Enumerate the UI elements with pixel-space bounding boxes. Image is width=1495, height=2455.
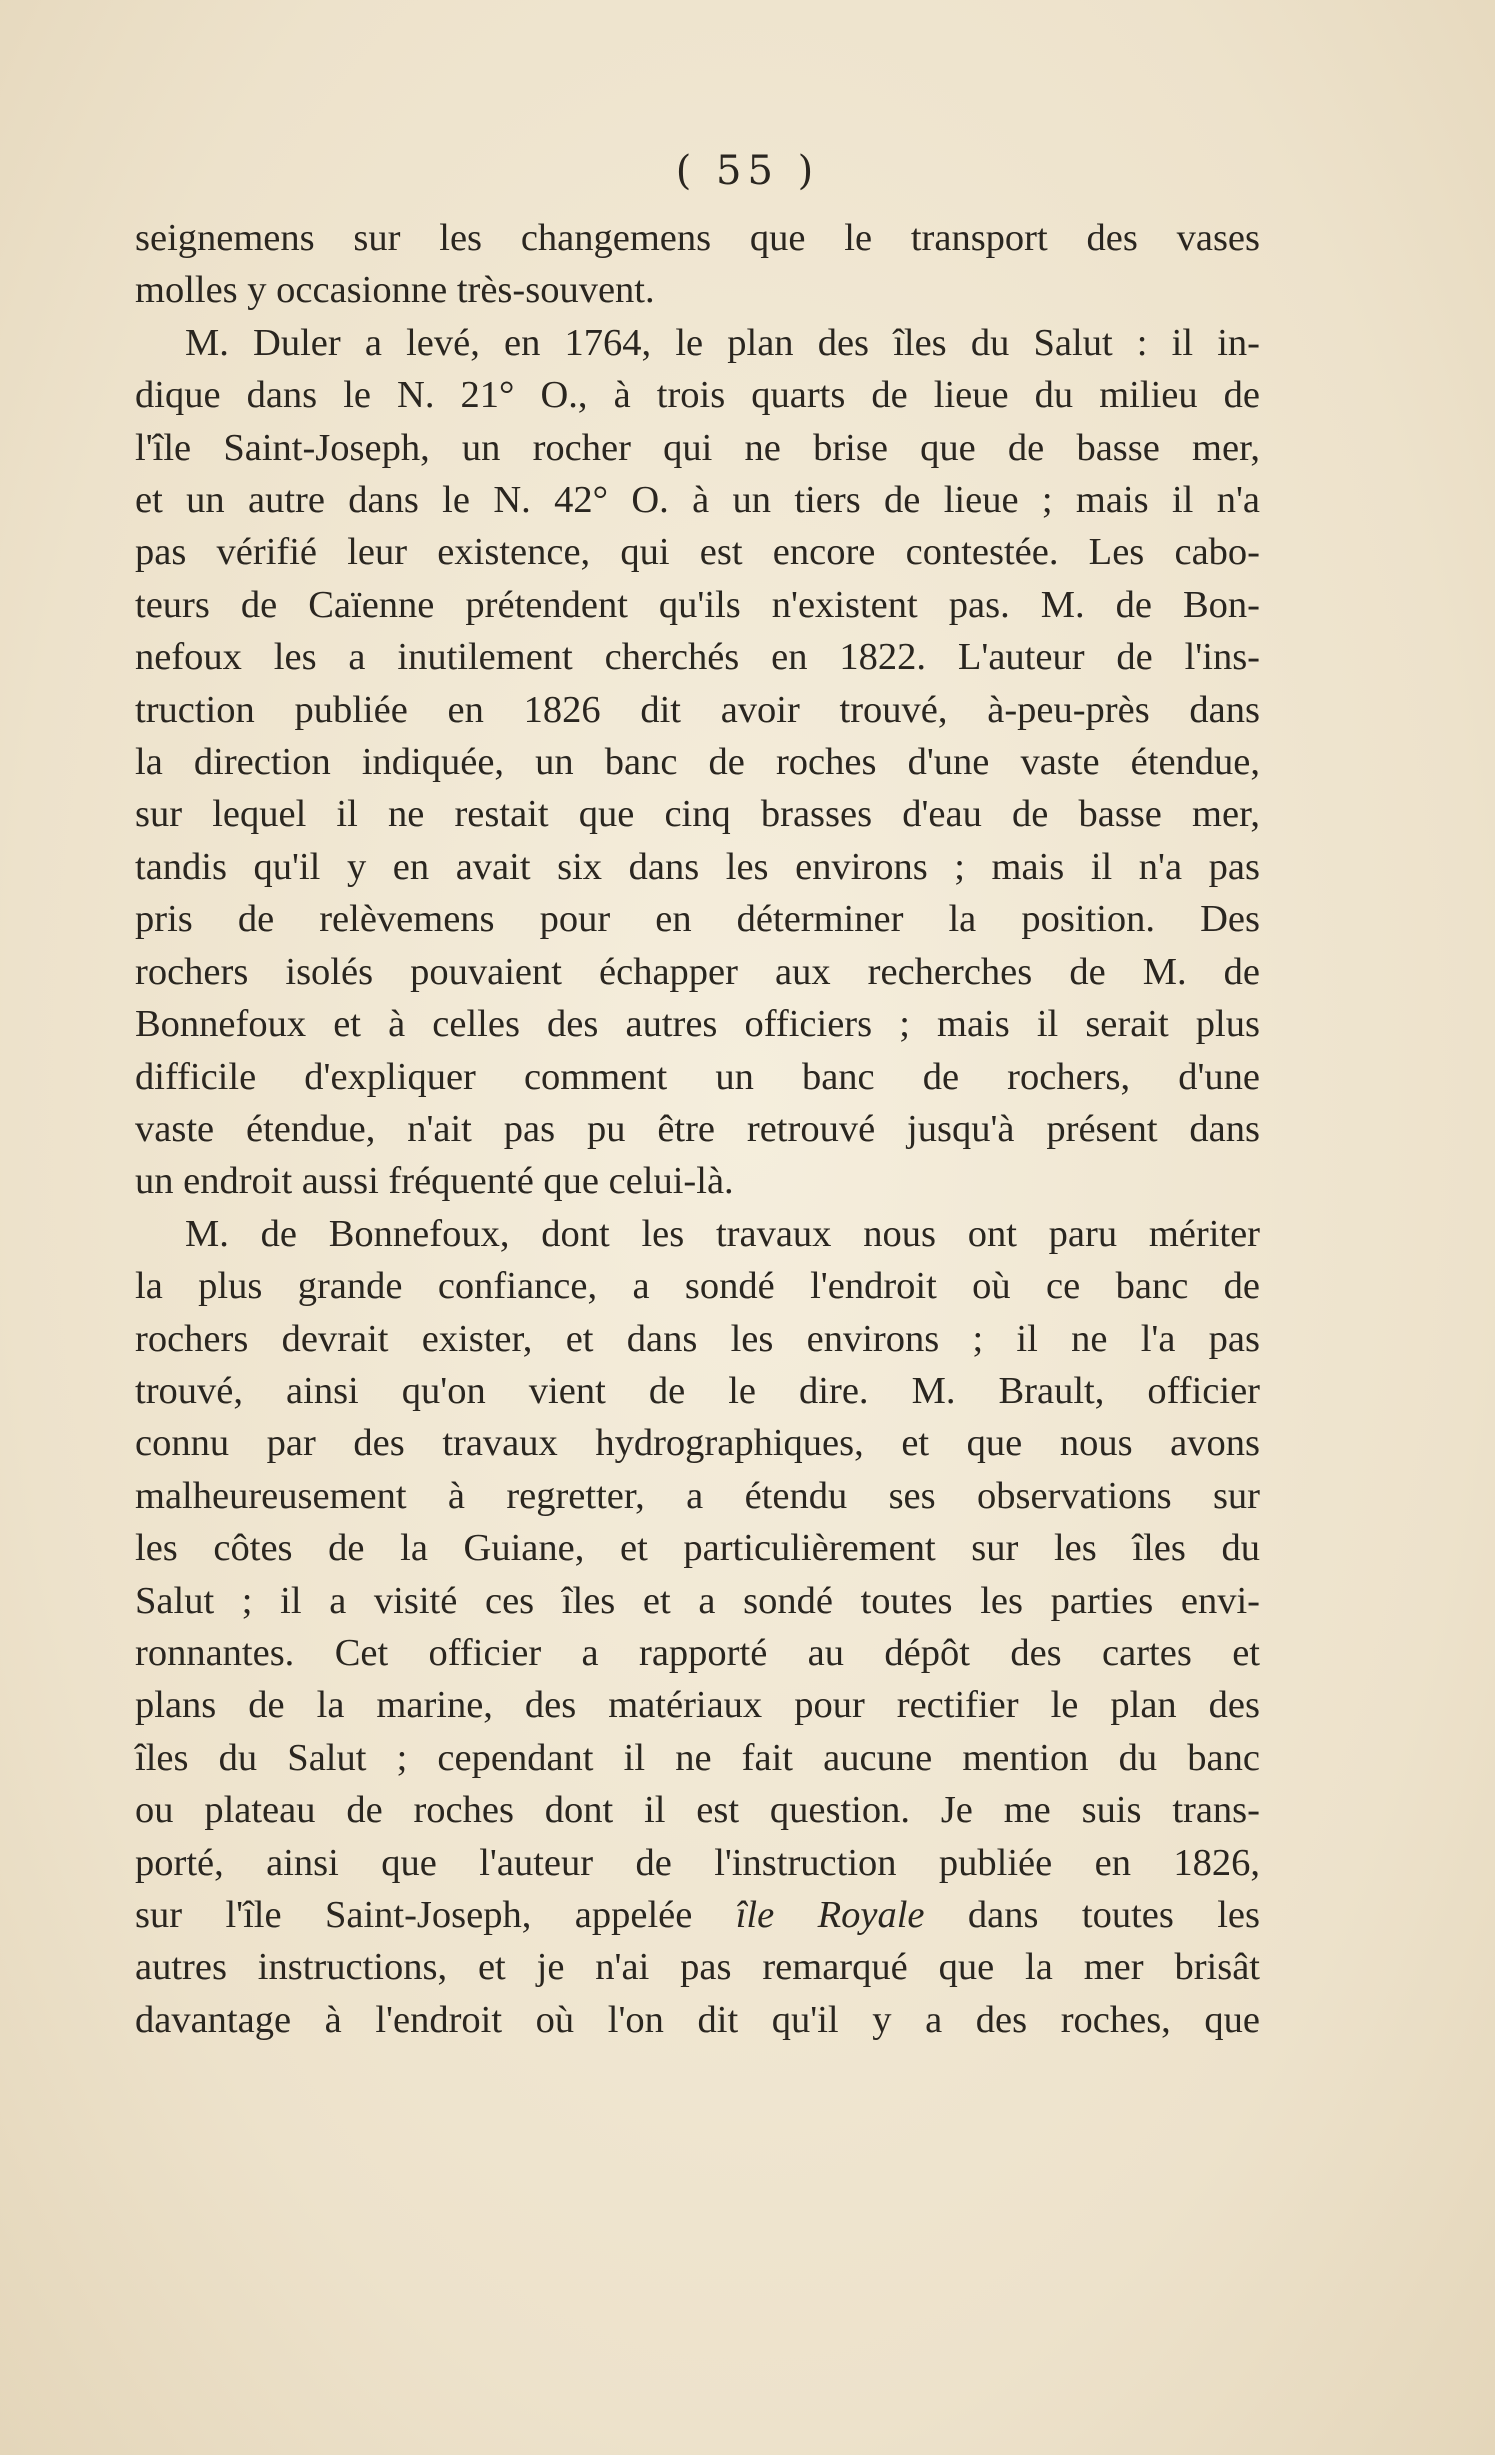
- text-line: malheureusement à regretter, a étendu ses observations sur: [135, 1474, 1260, 1517]
- text-line: nefoux les a inutilement cherchés en 1822. L'auteur de l'ins-: [135, 636, 1260, 679]
- text-line: plans de la marine, des matériaux pour rectifier le plan des: [135, 1684, 1260, 1727]
- text-line: davantage à l'endroit où l'on dit qu'il y a des roches, que: [135, 1998, 1260, 2041]
- text-line: ronnantes. Cet officier a rapporté au dépôt des cartes et: [135, 1631, 1260, 1674]
- text-line: ou plateau de roches dont il est question. Je me suis trans-: [135, 1789, 1260, 1832]
- text-line: dique dans le N. 21° O., à trois quarts de lieue du milieu de: [135, 374, 1260, 417]
- text-line: la plus grande confiance, a sondé l'endroit où ce banc de: [135, 1265, 1260, 1308]
- text-line: Bonnefoux et à celles des autres officiers ; mais il serait plus: [135, 1003, 1260, 1046]
- text-line: l'île Saint-Joseph, un rocher qui ne brise que de basse mer,: [135, 426, 1260, 469]
- text-line: molles y occasionne très-souvent.: [135, 269, 655, 312]
- text-line: rochers devrait exister, et dans les environs ; il ne l'a pas: [135, 1317, 1260, 1360]
- text-line: connu par des travaux hydrographiques, et que nous avons: [135, 1422, 1260, 1465]
- italic-place-name: île Royale: [735, 1894, 925, 1936]
- text-line: M. Duler a levé, en 1764, le plan des îles du Salut : il in-: [185, 321, 1260, 364]
- text-line: rochers isolés pouvaient échapper aux recherches de M. de: [135, 950, 1260, 993]
- text-line: truction publiée en 1826 dit avoir trouvé, à-peu-près dans: [135, 688, 1260, 731]
- text-line: sur lequel il ne restait que cinq brasses d'eau de basse mer,: [135, 793, 1260, 836]
- text-line: tandis qu'il y en avait six dans les environs ; mais il n'a pas: [135, 845, 1260, 888]
- text-segment: dans toutes les: [924, 1894, 1261, 1936]
- text-line: difficile d'expliquer comment un banc de rochers, d'une: [135, 1055, 1260, 1098]
- text-line: et un autre dans le N. 42° O. à un tiers de lieue ; mais il n'a: [135, 479, 1260, 522]
- text-line: autres instructions, et je n'ai pas remarqué que la mer brisât: [135, 1946, 1260, 1989]
- text-line-with-italic: [135, 1889, 1260, 1941]
- text-line: pris de relèvemens pour en déterminer la position. Des: [135, 898, 1260, 941]
- text-line: Salut ; il a visité ces îles et a sondé toutes les parties envi-: [135, 1579, 1260, 1622]
- text-line: vaste étendue, n'ait pas pu être retrouvé jusqu'à présent dans: [135, 1107, 1260, 1150]
- text-line: îles du Salut ; cependant il ne fait aucune mention du banc: [135, 1736, 1260, 1779]
- text-line: porté, ainsi que l'auteur de l'instruction publiée en 1826,: [135, 1841, 1260, 1884]
- text-line: seignemens sur les changemens que le transport des vases: [135, 217, 1260, 259]
- text-line: M. de Bonnefoux, dont les travaux nous ont paru mériter: [185, 1212, 1260, 1255]
- text-line: la direction indiquée, un banc de roches d'une vaste étendue,: [135, 741, 1260, 784]
- page-number: ( 55 ): [675, 148, 820, 194]
- text-line: teurs de Caïenne prétendent qu'ils n'existent pas. M. de Bon-: [135, 583, 1260, 626]
- text-segment: sur l'île Saint-Joseph, appelée: [135, 1894, 736, 1936]
- text-line: trouvé, ainsi qu'on vient de le dire. M. Brault, officier: [135, 1369, 1260, 1412]
- text-line: pas vérifié leur existence, qui est encore contestée. Les cabo-: [135, 531, 1260, 574]
- text-line: les côtes de la Guiane, et particulièrement sur les îles du: [135, 1527, 1260, 1570]
- body-text: [135, 212, 1260, 2046]
- text-line: un endroit aussi fréquenté que celui-là.: [135, 1160, 734, 1203]
